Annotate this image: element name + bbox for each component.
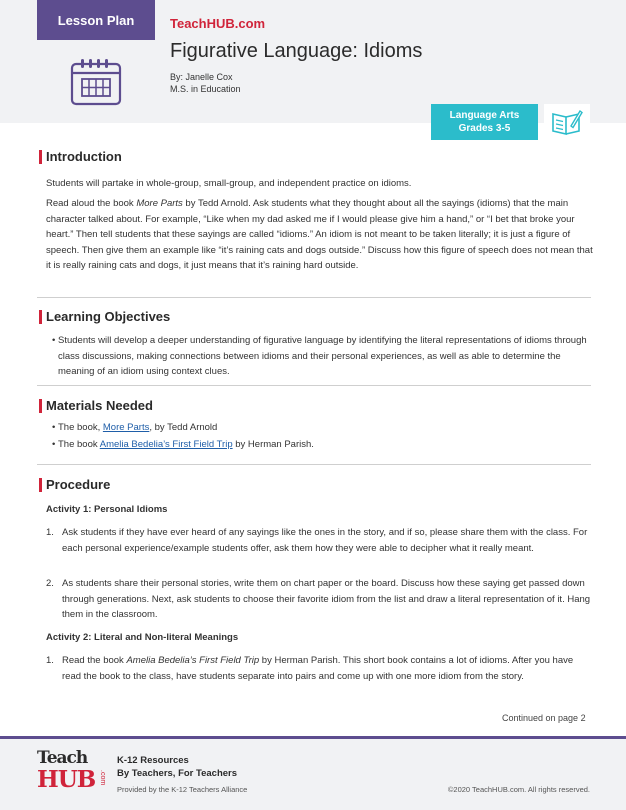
objective-item (52, 333, 594, 380)
introduction-paragraph-2 (46, 196, 594, 274)
section-divider (37, 464, 591, 465)
step-number: 1. (46, 527, 54, 538)
step-text: Ask students if they have ever heard of any sayings like the ones in the story, and if so, please share them with the class. For each personal experience/example students offer, ask them how they were able to decipher what it really meant. (62, 527, 588, 554)
subject-badge (431, 104, 538, 140)
calendar-icon (70, 58, 122, 106)
activity-2-heading: Activity 2: Literal and Non-literal Meanings (46, 632, 239, 643)
procedure-step (46, 576, 594, 623)
procedure-heading: Procedure (39, 478, 110, 492)
logo-com: .com (99, 770, 106, 786)
brand-name: TeachHUB.com (170, 16, 266, 31)
section-divider (37, 385, 591, 386)
subject-label: Language Arts (449, 110, 520, 121)
introduction-heading: Introduction (39, 150, 122, 164)
book-pencil-icon (544, 104, 590, 140)
introduction-paragraph-1: Students will partake in whole-group, small-group, and independent practice on idioms. (46, 178, 412, 189)
footer-tagline (117, 754, 237, 780)
material-item (52, 437, 594, 453)
material-text-a: The book, (58, 422, 103, 433)
grade-label: Grades 3-5 (458, 123, 511, 134)
more-parts-link[interactable]: More Parts (102, 422, 150, 433)
step-text: As students share their personal stories, write them on chart paper or the board. Discuss how these saying get passed down through generations. Next, ask students to choose their favorite idiom from the list and draw a literal representation of it. Hang them in the classroom. (62, 578, 591, 620)
material-item (52, 420, 594, 436)
lesson-plan-tab: Lesson Plan (37, 0, 155, 40)
continued-note: Continued on page 2 (502, 713, 586, 723)
material-text-b: by Herman Parish. (232, 439, 314, 450)
bullet-marker: • (52, 439, 56, 450)
material-text-a: The book (58, 439, 100, 450)
author-info (170, 71, 241, 95)
step-text-b: by Herman Parish. This short book contains a lot of idioms. After you have read the book to the class, have students separate into pairs and come up with one more idiom from the story. (62, 655, 574, 682)
footer-accent-line (0, 736, 626, 739)
objectives-heading: Learning Objectives (39, 310, 170, 324)
book-title-amelia: Amelia Bedelia’s First Field Trip (126, 655, 260, 666)
intro-text-a: Read aloud the book (46, 198, 137, 209)
tagline-line-1: K-12 Resources (117, 755, 189, 766)
step-number: 1. (46, 655, 54, 666)
activity-1-heading: Activity 1: Personal Idioms (46, 504, 168, 515)
page-title: Figurative Language: Idioms (170, 40, 423, 62)
bullet-marker: • (52, 335, 56, 346)
provided-by: Provided by the K-12 Teachers Alliance (117, 785, 248, 794)
amelia-bedelia-link[interactable]: Amelia Bedelia’s First Field Trip (99, 439, 233, 450)
teachhub-logo (37, 748, 109, 800)
material-text-b: , by Tedd Arnold (149, 422, 218, 433)
section-divider (37, 297, 591, 298)
bullet-marker: • (52, 422, 56, 433)
logo-hub: HUB (37, 766, 96, 793)
author-name: By: Janelle Cox (170, 72, 233, 82)
step-number: 2. (46, 578, 54, 589)
author-credential: M.S. in Education (170, 84, 241, 94)
intro-text-b: by Tedd Arnold. Ask students what they thought about all the sayings (idioms) that the main character talked about. For example, “Like when my dad asked me if I would please give him a hand,” or “I bet that broke your heart.” Then tell students that these sayings are called “idioms.” An idiom is not meant to be taken literally; it is just a figure of speech. Then give them an example like “it’s raining cats and dogs outside.” Discuss how this figure of speech does not mean that it is really raining cats and dogs, it just means that it’s raining hard outside. (46, 198, 593, 271)
procedure-step (46, 653, 594, 684)
book-title-more-parts: More Parts (136, 198, 183, 209)
procedure-step (46, 525, 594, 556)
copyright: ©2020 TeachHUB.com. All rights reserved. (447, 785, 590, 794)
materials-heading: Materials Needed (39, 399, 153, 413)
step-text-a: Read the book (62, 655, 127, 666)
logo-teach: Teach (37, 748, 88, 768)
tagline-line-2: By Teachers, For Teachers (117, 768, 238, 779)
objective-text: Students will develop a deeper understanding of figurative language by identifying the literal representations of idioms through class discussions, making connections between idioms and their personal experiences, as well as able to determine the meaning of an idiom using context clues. (58, 335, 587, 377)
